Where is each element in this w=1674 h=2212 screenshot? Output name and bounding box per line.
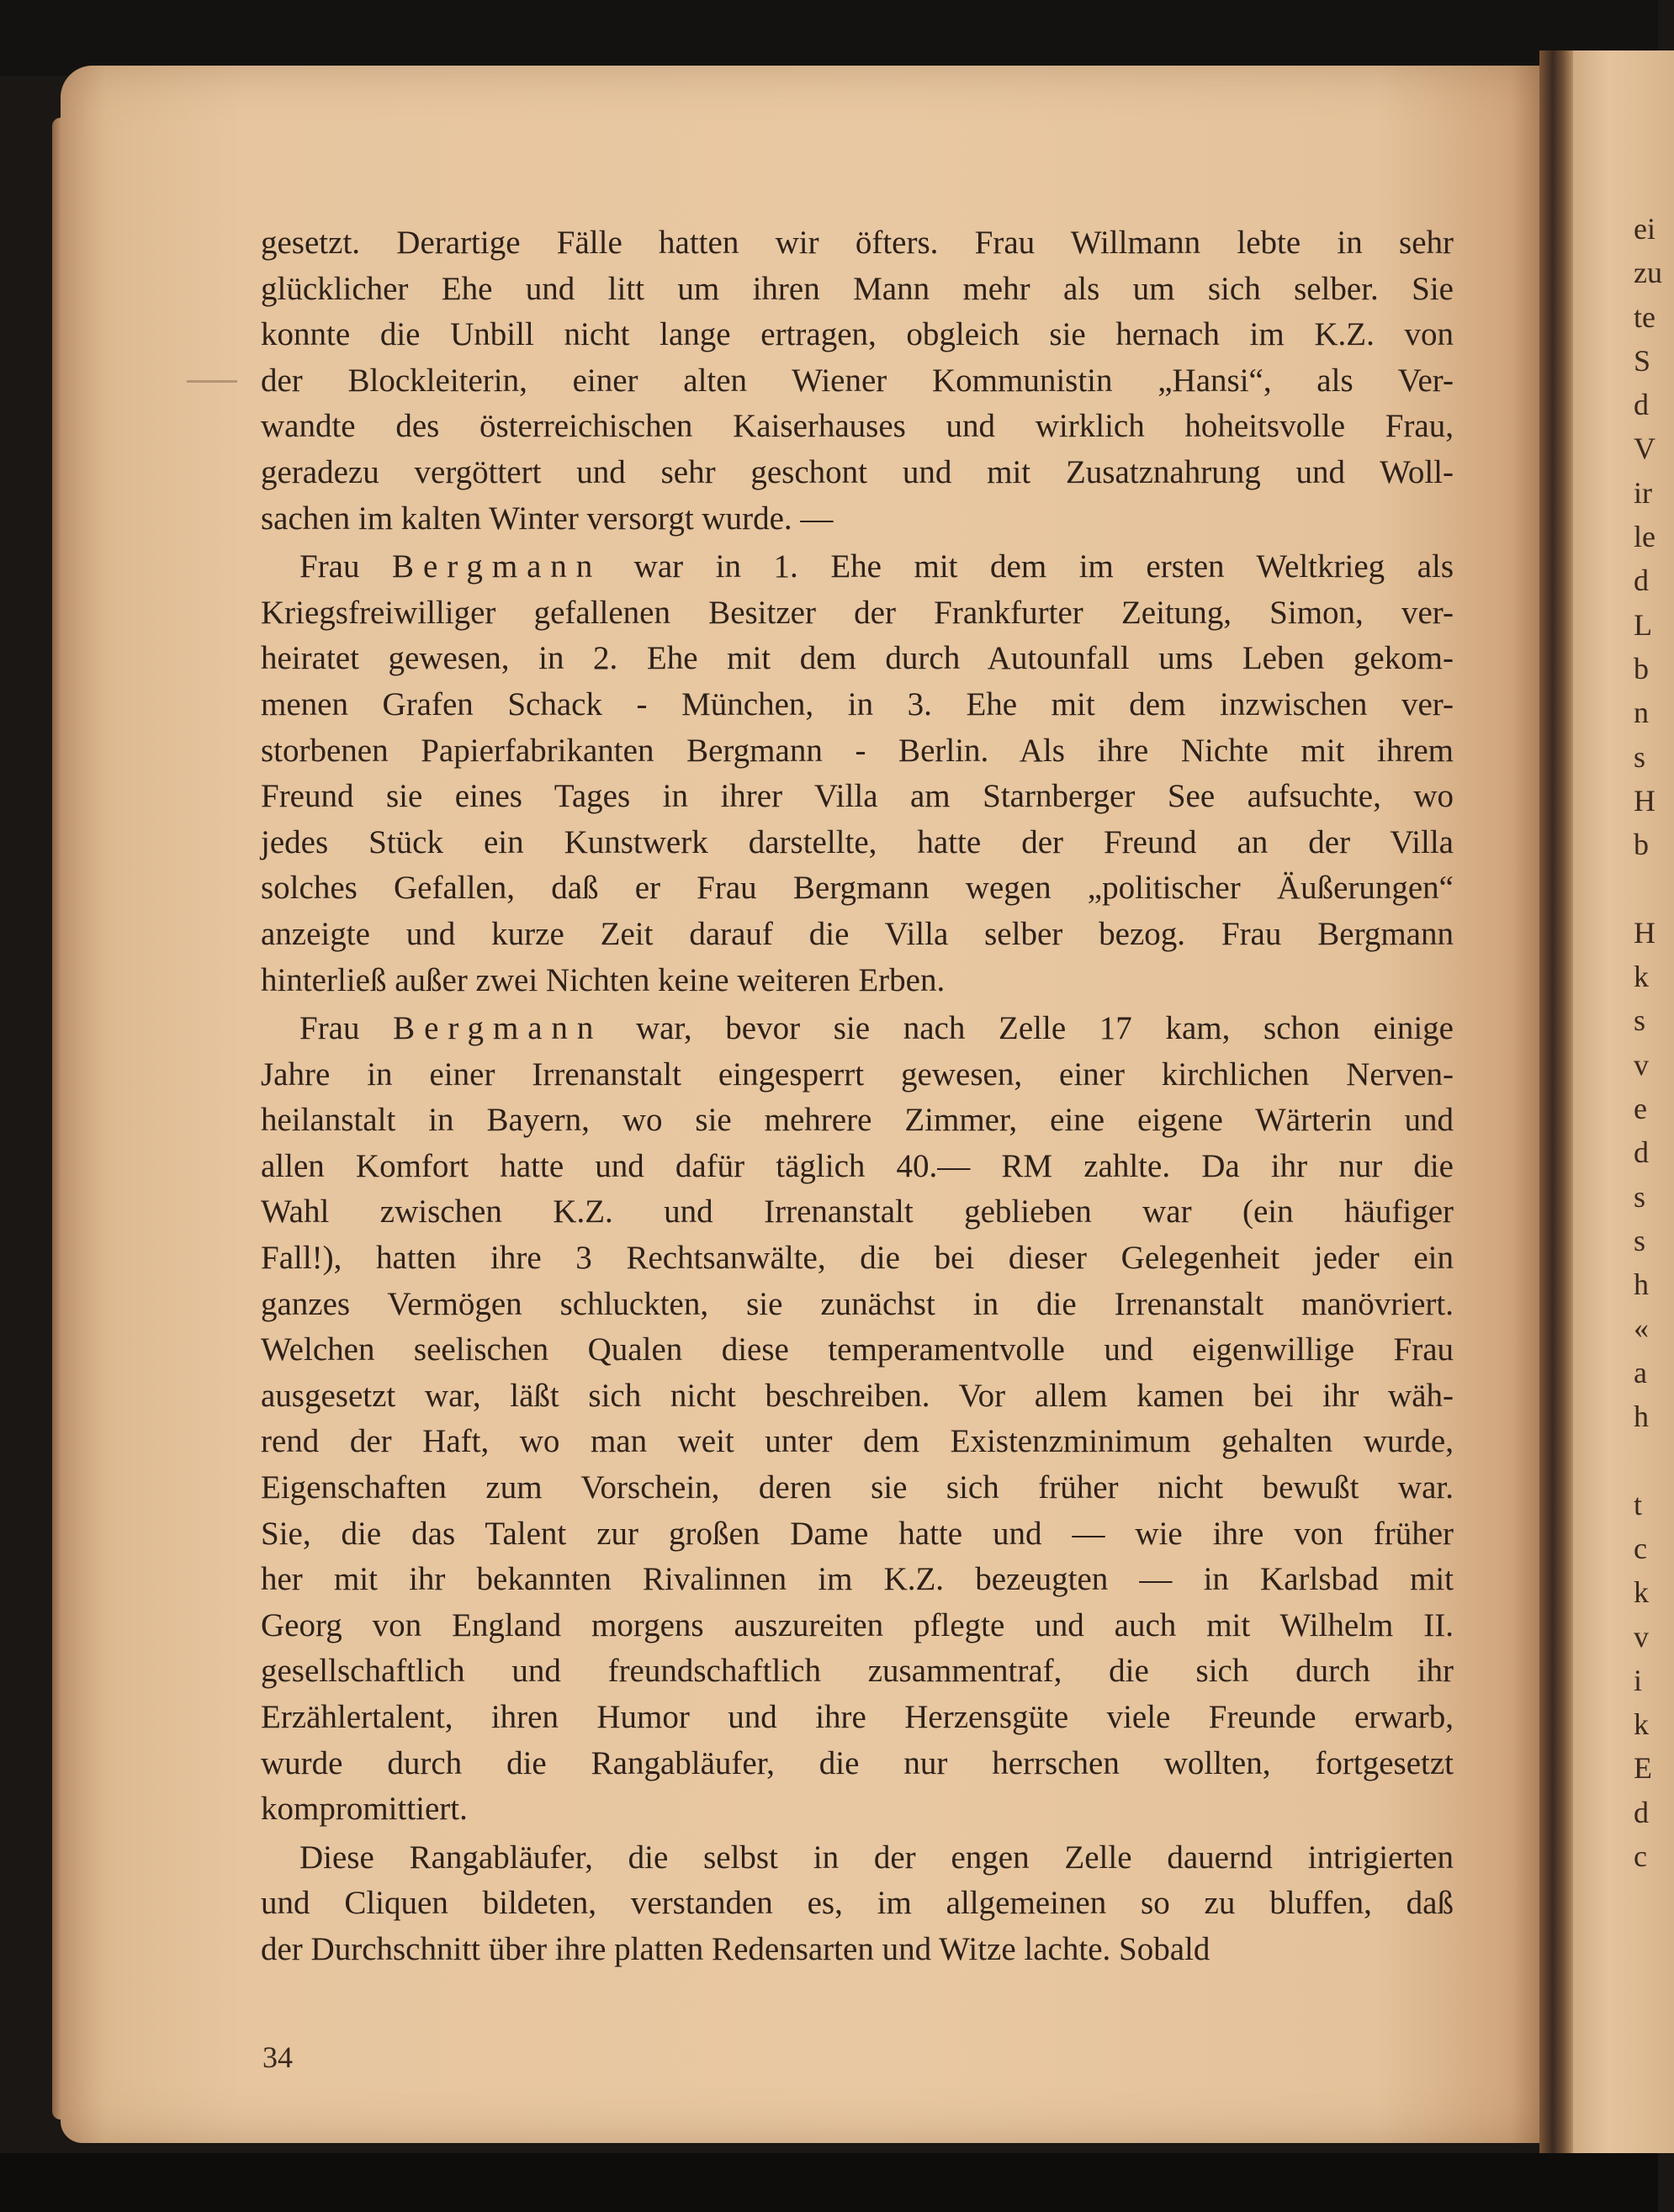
right-page-fragment: « <box>1634 1311 1649 1346</box>
text-line: der Blockleiterin, einer alten Wiener Kommunistin „Hansi“, als Ver- <box>261 362 1454 399</box>
text-line: Wahl zwischen K.Z. und Irrenanstalt geblieben war (ein häufiger <box>261 1193 1454 1230</box>
right-page-fragment: le <box>1634 520 1655 554</box>
text-line: geradezu vergöttert und sehr geschont und mit Zusatznahrung und Woll- <box>261 453 1454 490</box>
right-page-fragment: v <box>1634 1619 1649 1654</box>
text-line: Jahre in einer Irrenanstalt eingesperrt gewesen, einer kirchlichen Nerven- <box>261 1056 1454 1093</box>
text-line: hinterließ außer zwei Nichten keine weiteren Erben. <box>261 961 946 998</box>
right-page-fragment: te <box>1634 299 1655 334</box>
text-line: heilanstalt in Bayern, wo sie mehrere Zimmer, eine eigene Wärterin und <box>261 1102 1454 1139</box>
right-page-fragment: v <box>1634 1047 1649 1082</box>
right-page-fragment: h <box>1634 1400 1649 1434</box>
text-line: gesellschaftlich und freundschaftlich zusammentraf, die sich durch ihr <box>261 1653 1454 1690</box>
text-line: gesetzt. Derartige Fälle hatten wir öfters. Frau Willmann lebte in sehr <box>261 225 1454 261</box>
right-page-fragment: k <box>1634 1575 1649 1610</box>
right-page-fragment: c <box>1634 1839 1647 1873</box>
text-line: sachen im kalten Winter versorgt wurde. — <box>261 500 834 537</box>
text-line: allen Komfort hatte und dafür täglich 40.— RM zahlte. Da ihr nur die <box>261 1147 1454 1184</box>
text-line: Fall!), hatten ihre 3 Rechtsanwälte, die bei dieser Gelegenheit jeder ein <box>261 1240 1454 1277</box>
text-line: wandte des österreichischen Kaiserhauses und wirklich hoheitsvolle Frau, <box>261 408 1454 445</box>
right-page-fragment: s <box>1634 1179 1646 1214</box>
right-page-fragment: b <box>1634 651 1649 685</box>
right-page-fragment: e <box>1634 1091 1647 1125</box>
right-page-fragment: b <box>1634 828 1649 862</box>
text-line: Welchen seelischen Qualen diese temperamentvolle und eigenwillige Frau <box>261 1331 1454 1368</box>
right-page-fragment: k <box>1634 1707 1649 1742</box>
right-page-fragment: H <box>1634 915 1655 950</box>
text-line: Sie, die das Talent zur großen Dame hatte und — wie ihre von früher <box>261 1515 1454 1552</box>
right-page-fragment: h <box>1634 1267 1649 1302</box>
text-line: glücklicher Ehe und litt um ihren Mann mehr als um sich selber. Sie <box>261 270 1454 307</box>
right-page-fragment: S <box>1634 343 1651 378</box>
dark-backdrop-bottom <box>0 2153 1658 2212</box>
right-page-fragment: E <box>1634 1751 1652 1786</box>
text-line: kompromittiert. <box>261 1791 468 1828</box>
paragraph <box>261 220 1454 542</box>
text-line: rend der Haft, wo man weit unter dem Existenzminimum gehalten wurde, <box>261 1423 1454 1460</box>
page-body-text <box>261 220 1454 1973</box>
text-line: ausgesetzt war, läßt sich nicht beschreiben. Vor allem kamen bei ihr wäh- <box>261 1377 1454 1414</box>
right-page-fragment <box>1634 1438 1667 1482</box>
text-line: Erzählertalent, ihren Humor und ihre Herzensgüte viele Freunde erwarb, <box>261 1699 1454 1735</box>
right-page-fragment: d <box>1634 388 1649 422</box>
right-page-fragment: d <box>1634 1795 1649 1829</box>
right-page-fragment <box>1634 866 1667 910</box>
text-line: konnte die Unbill nicht lange ertragen, obgleich sie hernach im K.Z. von <box>261 316 1454 353</box>
text-line: her mit ihr bekannten Rivalinnen im K.Z. bezeugten — in Karlsbad mit <box>261 1561 1454 1598</box>
text-line: Frau Bergmann war in 1. Ehe mit dem im ersten Weltkrieg als <box>299 548 1454 585</box>
right-page-fragment: V <box>1634 431 1655 466</box>
text-line: und Cliquen bildeten, verstanden es, im allgemeinen so zu bluffen, daß <box>261 1885 1454 1922</box>
book-gutter <box>1539 50 1573 2153</box>
text-line: solches Gefallen, daß er Frau Bergmann wegen „politischer Äußerungen“ <box>261 870 1454 907</box>
paragraph <box>261 1006 1454 1833</box>
right-page-fragment: ei <box>1634 212 1655 246</box>
dark-backdrop-top <box>0 0 1658 76</box>
text-line: Georg von England morgens auszureiten pflegte und auch mit Wilhelm II. <box>261 1606 1454 1643</box>
page-number: 34 <box>262 2040 293 2074</box>
right-page-fragment: a <box>1634 1355 1647 1389</box>
right-page-fragment: d <box>1634 1135 1649 1170</box>
right-page-fragment: s <box>1634 739 1646 774</box>
text-line: Diese Rangabläufer, die selbst in der engen Zelle dauernd intrigierten <box>299 1839 1454 1876</box>
text-line: menen Grafen Schack - München, in 3. Ehe mit dem inzwischen ver- <box>261 685 1454 722</box>
right-page-fragment: ir <box>1634 475 1652 510</box>
text-line: Kriegsfreiwilliger gefallenen Besitzer der Frankfurter Zeitung, Simon, ver- <box>261 594 1454 631</box>
text-line: der Durchschnitt über ihre platten Redensarten und Witze lachte. Sobald <box>261 1930 1210 1967</box>
right-page-fragment: zu <box>1634 256 1662 290</box>
right-page-fragment: L <box>1634 607 1652 642</box>
right-page-fragment: s <box>1634 1223 1646 1257</box>
right-page-fragment: n <box>1634 696 1649 730</box>
text-line: anzeigte und kurze Zeit darauf die Villa selber bezog. Frau Bergmann <box>261 915 1454 952</box>
right-page-fragment: i <box>1634 1663 1643 1697</box>
margin-pencil-mark <box>187 380 237 383</box>
paragraph <box>261 1835 1454 1973</box>
right-page-letter-column <box>1634 207 1667 1878</box>
right-page-fragment: t <box>1634 1487 1643 1521</box>
text-line: storbenen Papierfabrikanten Bergmann - Berlin. Als ihre Nichte mit ihrem <box>261 732 1454 769</box>
text-line: Freund sie eines Tages in ihrer Villa am Starnberger See aufsuchte, wo <box>261 778 1454 815</box>
right-page-fragment: s <box>1634 1003 1646 1038</box>
text-line: ganzes Vermögen schluckten, sie zunächst in die Irrenanstalt manövriert. <box>261 1285 1454 1322</box>
text-line: jedes Stück ein Kunstwerk darstellte, hatte der Freund an der Villa <box>261 823 1454 860</box>
right-page-fragment: H <box>1634 783 1655 818</box>
text-line: heiratet gewesen, in 2. Ehe mit dem durch Autounfall ums Leben gekom- <box>261 640 1454 677</box>
text-line: Eigenschaften zum Vorschein, deren sie sich früher nicht bewußt war. <box>261 1469 1454 1506</box>
text-line: Frau Bergmann war, bevor sie nach Zelle 17 kam, schon einige <box>299 1010 1454 1047</box>
paragraph <box>261 544 1454 1003</box>
right-page-fragment: d <box>1634 564 1649 598</box>
right-page-fragment: k <box>1634 960 1649 994</box>
right-page-fragment: c <box>1634 1531 1647 1565</box>
text-line: wurde durch die Rangabläufer, die nur herrschen wollten, fortgesetzt <box>261 1744 1454 1781</box>
